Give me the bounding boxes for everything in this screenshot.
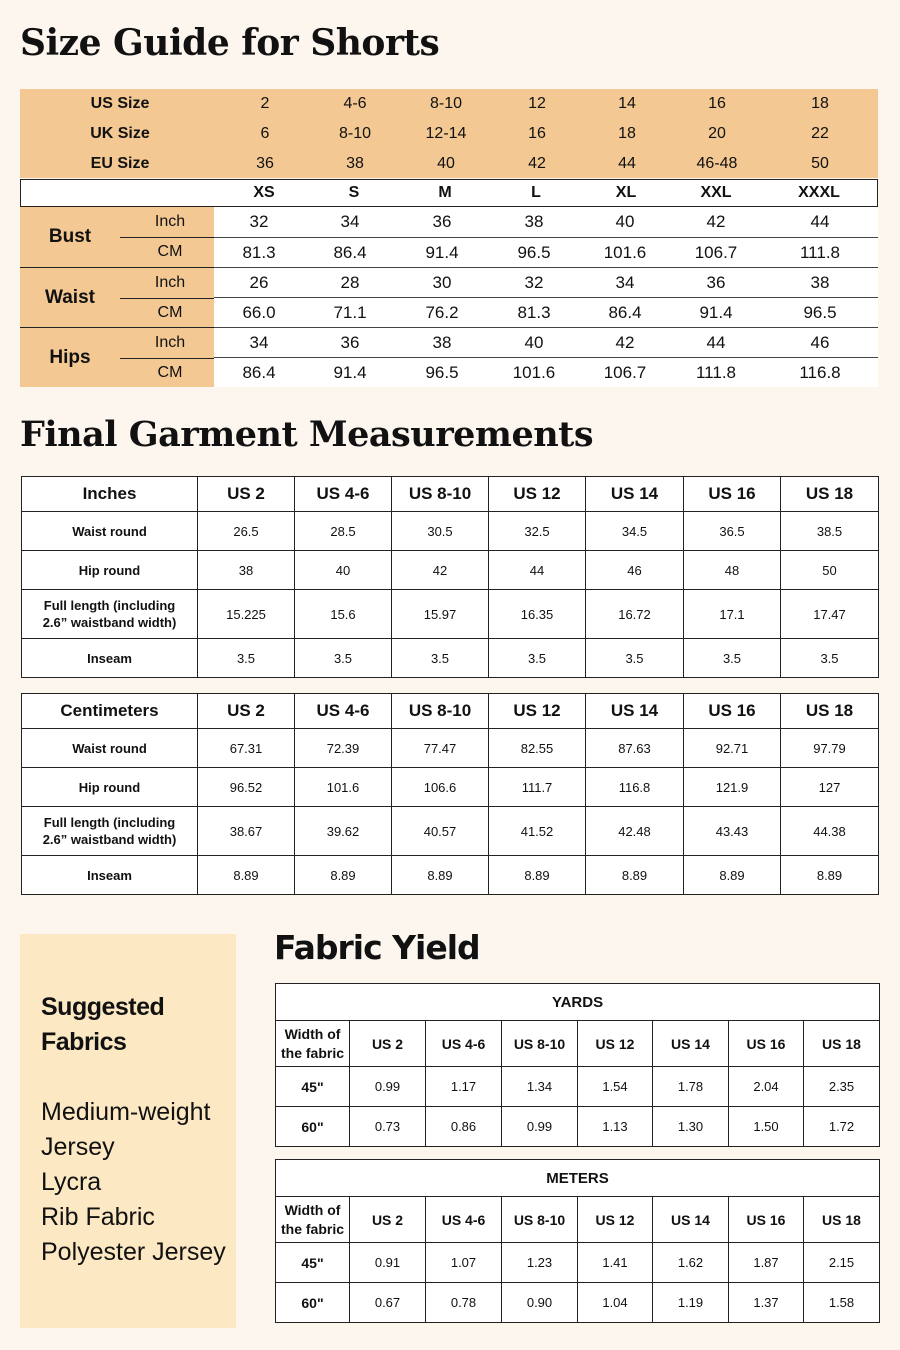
letter-size: XXXL (798, 184, 840, 201)
table-cell: 43.43 (684, 807, 781, 856)
column-header: US 18 (781, 694, 879, 729)
measure-value: 81.3 (488, 303, 579, 323)
table-cell: 41.52 (489, 807, 586, 856)
measure-value: 30 (395, 273, 488, 293)
measure-row (214, 297, 878, 327)
measure-value: 34 (249, 332, 269, 352)
table-cell: 2.35 (804, 1067, 880, 1107)
table-cell: 38 (198, 551, 295, 590)
letter-size: L (531, 184, 541, 201)
table-cell: 1.37 (729, 1283, 804, 1323)
measure-row (214, 237, 878, 267)
size-row (20, 149, 878, 179)
table-cell: 28.5 (295, 512, 392, 551)
measure-row (214, 327, 878, 357)
column-header: US 16 (684, 477, 781, 512)
body-measurements (20, 207, 878, 387)
column-header: US 16 (729, 1197, 804, 1243)
row-label: Waist round (22, 729, 198, 768)
measure-value: 111.8 (670, 363, 761, 383)
size-cell: 6 (260, 125, 270, 142)
table-cell: 1.23 (502, 1243, 578, 1283)
table-row (276, 1243, 880, 1283)
row-label: 45" (276, 1067, 350, 1107)
table-cell: 15.225 (198, 590, 295, 639)
measure-value: 36 (395, 212, 488, 232)
size-guide-table (20, 89, 878, 387)
column-header: Width of the fabric (276, 1021, 350, 1067)
size-cell: 8-10 (338, 125, 372, 142)
measure-value: 42 (670, 212, 761, 232)
measure-value: 34 (579, 273, 670, 293)
table-cell: 0.90 (502, 1283, 578, 1323)
row-label: Waist round (22, 512, 198, 551)
table-cell: 1.34 (502, 1067, 578, 1107)
table-cell: 1.41 (578, 1243, 653, 1283)
table-row (22, 512, 879, 551)
table-row (22, 729, 879, 768)
measure-value: 34 (304, 212, 395, 232)
measure-value: 32 (249, 212, 269, 231)
measure-value: 76.2 (395, 303, 488, 323)
table-cell: 72.39 (295, 729, 392, 768)
fabric-item: Jersey (41, 1133, 115, 1161)
table-cell: 97.79 (781, 729, 879, 768)
column-header: US 2 (350, 1197, 426, 1243)
measure-value: 91.4 (395, 243, 488, 263)
measure-value: 101.6 (488, 363, 579, 383)
measure-value: 66.0 (242, 302, 276, 322)
measure-value: 40 (579, 212, 670, 232)
table-cell: 1.30 (653, 1107, 729, 1147)
heading-line: Suggested (41, 993, 165, 1021)
table-cell: 77.47 (392, 729, 489, 768)
table-cell: 3.5 (684, 639, 781, 678)
garment-inches-table (21, 476, 879, 678)
table-cell: 3.5 (586, 639, 684, 678)
size-row-label: UK Size (90, 125, 150, 142)
measure-block (20, 327, 878, 387)
measure-label-cell (20, 207, 214, 267)
table-cell: 1.72 (804, 1107, 880, 1147)
caption-row (276, 1160, 880, 1197)
column-header: US 4-6 (426, 1197, 502, 1243)
column-header: US 18 (804, 1197, 880, 1243)
size-cell: 12-14 (425, 125, 467, 142)
measure-value: 96.5 (395, 363, 488, 383)
table-cell: 1.58 (804, 1283, 880, 1323)
table-cell: 121.9 (684, 768, 781, 807)
size-row (20, 89, 878, 119)
size-cell: 18 (618, 125, 636, 142)
measure-value: 28 (304, 273, 395, 293)
yield-yards-table (275, 983, 880, 1147)
column-header: US 12 (578, 1197, 653, 1243)
column-header: US 8-10 (392, 477, 489, 512)
size-cell: 8-10 (429, 95, 463, 112)
fabric-item: Rib Fabric (41, 1203, 155, 1231)
measure-value: 111.8 (761, 243, 878, 263)
size-cell: 38 (346, 155, 364, 172)
measure-value: 46 (761, 333, 878, 353)
unit-label: CM (157, 243, 183, 260)
measure-label-cell (20, 327, 214, 387)
table-cell: 0.67 (350, 1283, 426, 1323)
measure-value: 32 (488, 273, 579, 293)
table-cell: 1.07 (426, 1243, 502, 1283)
measure-value: 91.4 (670, 303, 761, 323)
size-cell: 44 (618, 155, 636, 172)
letter-size: XS (253, 184, 275, 201)
measure-value: 81.3 (242, 242, 276, 262)
table-cell: 8.89 (781, 856, 879, 895)
header-row (276, 1021, 880, 1067)
column-header: US 14 (586, 477, 684, 512)
column-header: US 14 (653, 1021, 729, 1067)
column-header: US 8-10 (392, 694, 489, 729)
row-label: 60" (276, 1107, 350, 1147)
size-cell: 50 (811, 155, 829, 172)
table-cell: 40 (295, 551, 392, 590)
table-row (22, 639, 879, 678)
row-label: Inseam (22, 856, 198, 895)
table-cell: 1.04 (578, 1283, 653, 1323)
table-cell: 1.13 (578, 1107, 653, 1147)
column-header: US 18 (804, 1021, 880, 1067)
letter-size: M (438, 184, 452, 201)
size-cell: 36 (256, 155, 274, 172)
table-cell: 2.15 (804, 1243, 880, 1283)
fabric-item: Lycra (41, 1168, 102, 1196)
unit-label: Inch (154, 213, 186, 230)
column-header: Centimeters (22, 694, 198, 729)
table-cell: 16.72 (586, 590, 684, 639)
table-cell: 44 (489, 551, 586, 590)
fabric-item: Medium-weight (41, 1098, 211, 1126)
table-cell: 1.78 (653, 1067, 729, 1107)
table-cell: 92.71 (684, 729, 781, 768)
table-cell: 2.04 (729, 1067, 804, 1107)
letter-size: XL (615, 184, 637, 201)
measure-value: 101.6 (579, 243, 670, 263)
fabric-item: Polyester Jersey (41, 1238, 226, 1266)
row-label: Full length (including 2.6” waistband width) (22, 590, 198, 639)
table-cell: 48 (684, 551, 781, 590)
table-cell: 106.6 (392, 768, 489, 807)
measure-value: 91.4 (304, 363, 395, 383)
letter-size-row (20, 179, 878, 207)
measure-value: 106.7 (579, 363, 670, 383)
table-cell: 8.89 (295, 856, 392, 895)
measure-value: 42 (579, 333, 670, 353)
table-cell: 0.91 (350, 1243, 426, 1283)
size-cell: 46-48 (696, 155, 738, 172)
table-cell: 82.55 (489, 729, 586, 768)
column-header: US 2 (198, 477, 295, 512)
measure-value: 38 (761, 273, 878, 293)
table-row (276, 1067, 880, 1107)
table-cell: 39.62 (295, 807, 392, 856)
size-cell: 42 (528, 155, 546, 172)
size-row-label: EU Size (90, 155, 150, 172)
table-cell: 0.73 (350, 1107, 426, 1147)
letter-size: S (348, 184, 360, 201)
suggested-fabrics-heading (41, 990, 164, 1060)
measure-value: 26 (249, 272, 269, 292)
measure-value: 71.1 (304, 303, 395, 323)
measure-block (20, 207, 878, 267)
row-label: Inseam (22, 639, 198, 678)
table-cell: 32.5 (489, 512, 586, 551)
yield-meters-table (275, 1159, 880, 1323)
table-cell: 8.89 (198, 856, 295, 895)
size-cell: 16 (528, 125, 546, 142)
table-cell: 15.6 (295, 590, 392, 639)
table-cell: 15.97 (392, 590, 489, 639)
measure-name: Waist (45, 287, 95, 308)
size-cell: 14 (618, 95, 636, 112)
table-cell: 50 (781, 551, 879, 590)
measure-value: 86.4 (242, 362, 276, 382)
table-row (276, 1107, 880, 1147)
measure-row (214, 357, 878, 387)
header-row (276, 1197, 880, 1243)
column-header: US 4-6 (295, 477, 392, 512)
row-label: 60" (276, 1283, 350, 1323)
column-header: US 16 (684, 694, 781, 729)
table-cell: 40.57 (392, 807, 489, 856)
table-cell: 0.86 (426, 1107, 502, 1147)
table-cell: 1.19 (653, 1283, 729, 1323)
column-header: US 8-10 (502, 1021, 578, 1067)
table-cell: 17.1 (684, 590, 781, 639)
fabric-list (41, 1095, 226, 1270)
table-cell: 26.5 (198, 512, 295, 551)
size-cell: 20 (708, 125, 726, 142)
table-cell: 8.89 (489, 856, 586, 895)
letter-size: XXL (700, 184, 732, 201)
table-cell: 34.5 (586, 512, 684, 551)
header-row (22, 477, 879, 512)
table-cell: 1.17 (426, 1067, 502, 1107)
garment-title: Final Garment Measurements (20, 414, 594, 455)
caption-row (276, 984, 880, 1021)
column-header: US 12 (489, 477, 586, 512)
table-cell: 44.38 (781, 807, 879, 856)
size-conversion-band (20, 89, 878, 178)
measure-value: 44 (670, 333, 761, 353)
table-cell: 8.89 (684, 856, 781, 895)
table-cell: 8.89 (392, 856, 489, 895)
table-cell: 3.5 (489, 639, 586, 678)
table-cell: 1.50 (729, 1107, 804, 1147)
table-cell: 38.67 (198, 807, 295, 856)
measure-value: 38 (395, 333, 488, 353)
table-cell: 1.62 (653, 1243, 729, 1283)
table-row (22, 856, 879, 895)
table-cell: 116.8 (586, 768, 684, 807)
table-cell: 0.99 (350, 1067, 426, 1107)
table-cell: 1.54 (578, 1067, 653, 1107)
measure-values (214, 267, 878, 327)
column-header: Inches (22, 477, 198, 512)
column-header: US 8-10 (502, 1197, 578, 1243)
garment-cm-table (21, 693, 879, 895)
table-caption: METERS (276, 1160, 880, 1197)
measure-value: 36 (670, 273, 761, 293)
measure-values (214, 327, 878, 387)
column-header: US 12 (578, 1021, 653, 1067)
row-label: Hip round (22, 768, 198, 807)
table-cell: 96.52 (198, 768, 295, 807)
table-cell: 38.5 (781, 512, 879, 551)
size-guide-title: Size Guide for Shorts (20, 22, 440, 64)
table-row (22, 551, 879, 590)
measure-value: 86.4 (579, 303, 670, 323)
table-cell: 3.5 (198, 639, 295, 678)
column-header: US 2 (198, 694, 295, 729)
measure-row (214, 267, 878, 297)
unit-label: CM (157, 364, 183, 381)
table-cell: 101.6 (295, 768, 392, 807)
unit-label: Inch (154, 274, 186, 291)
size-cell: 16 (708, 95, 726, 112)
table-cell: 8.89 (586, 856, 684, 895)
table-cell: 3.5 (392, 639, 489, 678)
table-cell: 111.7 (489, 768, 586, 807)
unit-label: Inch (154, 334, 186, 351)
table-row (276, 1283, 880, 1323)
table-cell: 30.5 (392, 512, 489, 551)
table-cell: 0.99 (502, 1107, 578, 1147)
table-row (22, 807, 879, 856)
measure-value: 86.4 (304, 243, 395, 263)
measure-name: Bust (48, 226, 92, 247)
row-label: Full length (including 2.6” waistband width) (22, 807, 198, 856)
table-cell: 3.5 (295, 639, 392, 678)
table-cell: 87.63 (586, 729, 684, 768)
measure-value: 44 (761, 212, 878, 232)
table-cell: 42 (392, 551, 489, 590)
column-header: US 4-6 (295, 694, 392, 729)
size-row-label: US Size (90, 95, 150, 112)
size-row (20, 119, 878, 149)
measure-label-cell (20, 267, 214, 327)
table-cell: 3.5 (781, 639, 879, 678)
size-cell: 12 (528, 95, 546, 112)
table-cell: 16.35 (489, 590, 586, 639)
column-header: US 16 (729, 1021, 804, 1067)
table-cell: 1.87 (729, 1243, 804, 1283)
table-caption: YARDS (276, 984, 880, 1021)
table-cell: 127 (781, 768, 879, 807)
measure-row (214, 207, 878, 237)
measure-value: 106.7 (670, 243, 761, 263)
table-row (22, 768, 879, 807)
size-cell: 22 (811, 125, 829, 142)
table-cell: 67.31 (198, 729, 295, 768)
column-header: US 14 (586, 694, 684, 729)
measure-block (20, 267, 878, 327)
table-cell: 46 (586, 551, 684, 590)
measure-value: 40 (488, 333, 579, 353)
size-cell: 18 (811, 95, 829, 112)
table-cell: 42.48 (586, 807, 684, 856)
measure-value: 36 (304, 333, 395, 353)
measure-value: 38 (488, 212, 579, 232)
column-header: Width of the fabric (276, 1197, 350, 1243)
size-cell: 2 (260, 95, 270, 112)
measure-values (214, 207, 878, 267)
measure-value: 116.8 (761, 363, 878, 383)
measure-value: 96.5 (488, 243, 579, 263)
measure-name: Hips (49, 347, 91, 368)
table-cell: 36.5 (684, 512, 781, 551)
row-label: Hip round (22, 551, 198, 590)
column-header: US 14 (653, 1197, 729, 1243)
fabric-yield-title: Fabric Yield (274, 928, 480, 967)
table-row (22, 590, 879, 639)
heading-line: Fabrics (41, 1028, 127, 1056)
column-header: US 4-6 (426, 1021, 502, 1067)
unit-label: CM (157, 304, 183, 321)
measure-value: 96.5 (761, 303, 878, 323)
table-cell: 0.78 (426, 1283, 502, 1323)
header-row (22, 694, 879, 729)
column-header: US 12 (489, 694, 586, 729)
row-label: 45" (276, 1243, 350, 1283)
table-cell: 17.47 (781, 590, 879, 639)
size-cell: 40 (437, 155, 455, 172)
column-header: US 2 (350, 1021, 426, 1067)
column-header: US 18 (781, 477, 879, 512)
size-cell: 4-6 (343, 95, 367, 112)
